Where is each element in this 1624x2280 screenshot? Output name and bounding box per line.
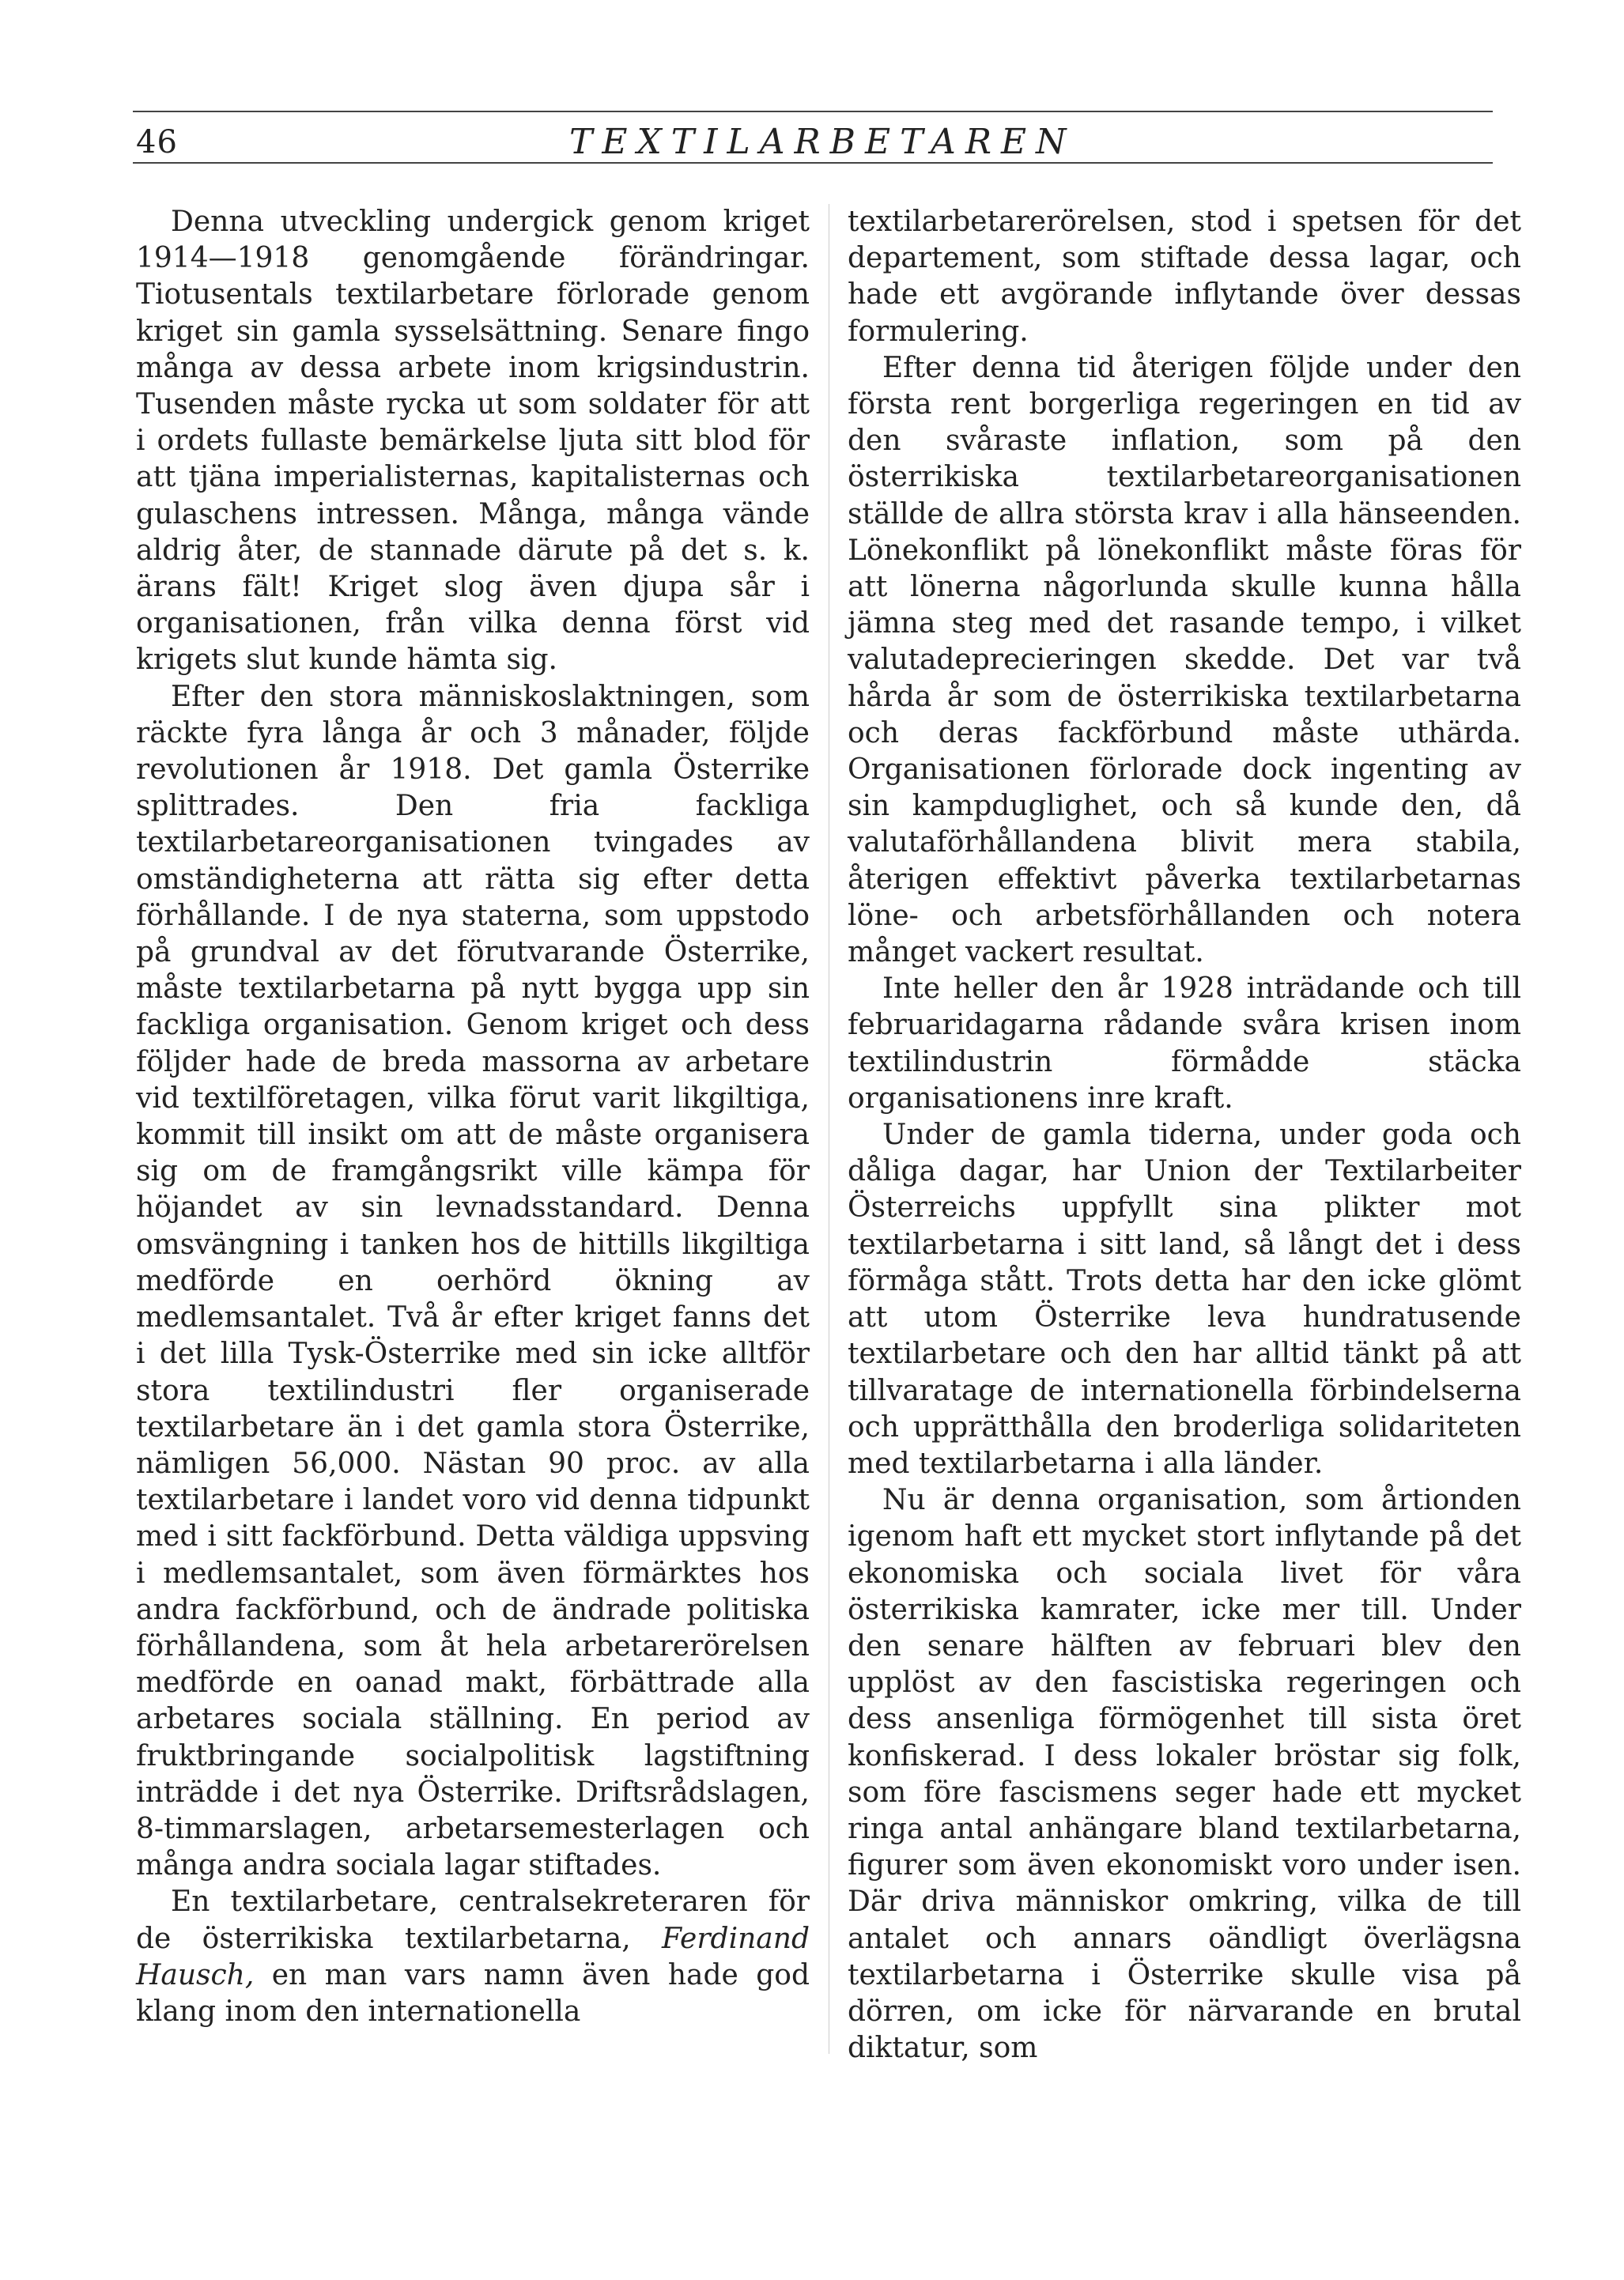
paragraph-text: En textilarbetare, centralsekreteraren för de österrikiska textilarbetarna, xyxy=(136,1886,810,1955)
paragraph: Efter den stora människoslaktningen, som räckte fyra långa år och 3 månader, följde revolutionen år 1918. Det gamla Österrike splittrades. Den fria fackliga textilarbetareorganisationen tvingades av omständigheterna att rätta sig efter detta förhållande. I de nya staterna, som uppstodo på grundval av det förutvarande Österrike, måste textilarbetarna på nytt bygga upp sin fackliga organisation. Genom kriget och dess följder hade de breda massorna av arbetare vid textilföretagen, vilka förut varit likgiltiga, kommit till insikt om att de måste organisera sig om de framgångsrikt ville kämpa för höjandet av sin levnadsstandard. Denna omsvängning i tanken hos de hittills likgiltiga medförde en oerhörd ökning av medlemsantalet. Två år efter kriget fanns det i det lilla Tysk-Österrike med sin icke alltför stora textilindustri fler organiserade textilarbetare än i det gamla stora Österrike, nämligen 56,000. Nästan 90 proc. av alla textilarbetare i landet voro vid denna tidpunkt med i sitt fackförbund. Detta väldiga uppsving i medlemsantalet, som även förmärktes hos andra fackförbund, och de ändrade politiska förhållandena, som åt hela arbetarerörelsen medförde en oanad makt, förbättrade alla arbetares sociala ställning. En period av fruktbringande socialpolitisk lagstiftning inträdde i det nya Österrike. Driftsrådslagen, 8-timmarslagen, arbetarsemesterlagen och många andra sociala lagar stiftades. xyxy=(136,680,810,1882)
paragraph xyxy=(136,1884,810,2030)
paragraph: Efter denna tid återigen följde under den första rent borgerliga regeringen en tid av den svåraste inflation, som på den österrikiska textilarbetareorganisationen ställde de allra största krav i alla hänseenden. Lönekonflikt på lönekonflikt måste föras för att lönerna någorlunda skulle kunna hålla jämna steg med det rasande tempo, i vilket valutadeprecieringen skedde. Det var två hårda år som de österrikiska textilarbetarna och deras fackförbund måste uthärda. Organisationen förlorade dock ingenting av sin kampduglighet, och så kunde den, då valutaförhållandena blivit mera stabila, återigen effektivt påverka textilarbetarnas löne- och arbetsförhållanden och notera månget vackert resultat. xyxy=(848,351,1521,969)
page-number: 46 xyxy=(136,124,178,160)
paragraph: Nu är denna organisation, som årtionden igenom haft ett mycket stort inflytande på det ekonomiska och sociala livet för våra österrikiska kamrater, icke mer till. Under den senare hälften av februari blev den upplöst av den fascistiska regeringen och dess ansenliga förmögenhet till sista öret konfiskerad. I dess lokaler bröstar sig folk, som före fascismens seger hade ett mycket ringa antal anhängare bland textilarbetarna, figurer som även ekonomiskt voro under isen. Där driva människor omkring, vilka de till antalet och annars oändligt överlägsna textilarbetarna i Österrike skulle visa på dörren, om icke för närvarande en brutal diktatur, som xyxy=(848,1484,1521,2065)
paragraph-text: en man vars namn även hade god klang inom den internationella xyxy=(136,1958,810,2028)
right-column xyxy=(848,204,1521,2067)
paragraph: Under de gamla tiderna, under goda och dåliga dagar, har Union der Textilarbeiter Österreichs uppfyllt sina plikter mot textilarbetarna i sitt land, så långt det i dess förmåga stått. Trots detta har den icke glömt att utom Österrike leva hundratusende textilarbetare och den har alltid tänkt på att tillvaratage de internationella förbindelserna och upprätthålla den broderliga solidariteten med textilarbetarna i alla länder. xyxy=(848,1119,1521,1480)
paragraph-continued: textilarbetarerörelsen, stod i spetsen för det departement, som stiftade dessa lagar, och hade ett avgörande inflytande över dessas formulering. xyxy=(848,206,1521,348)
header-rule-top xyxy=(133,111,1493,112)
paragraph: Denna utveckling undergick genom kriget 1914—1918 genomgående förändringar. Tiotusentals textilarbetare förlorade genom kriget sin gamla sysselsättning. Senare fingo många av dessa arbete inom krigsindustrin. Tusenden måste rycka ut som soldater för att i ordets fullaste bemärkelse ljuta sitt blod för att tjäna imperialisternas, kapitalisternas och gulaschens intressen. Många, många vände aldrig åter, de stannade därute på det s. k. ärans fält! Kriget slog även djupa sår i organisationen, från vilka denna först vid krigets slut kunde hämta sig. xyxy=(136,206,810,677)
running-head-title: TEXTILARBETAREN xyxy=(569,122,1076,162)
paragraph: Inte heller den år 1928 inträdande och till februaridagarna rådande svåra krisen inom textilindustrin förmådde stäcka organisationens inre kraft. xyxy=(848,972,1521,1115)
header-rule-bottom xyxy=(133,162,1493,164)
person-name: Ferdinand Hausch, xyxy=(136,1922,810,1991)
left-column xyxy=(136,204,810,2030)
